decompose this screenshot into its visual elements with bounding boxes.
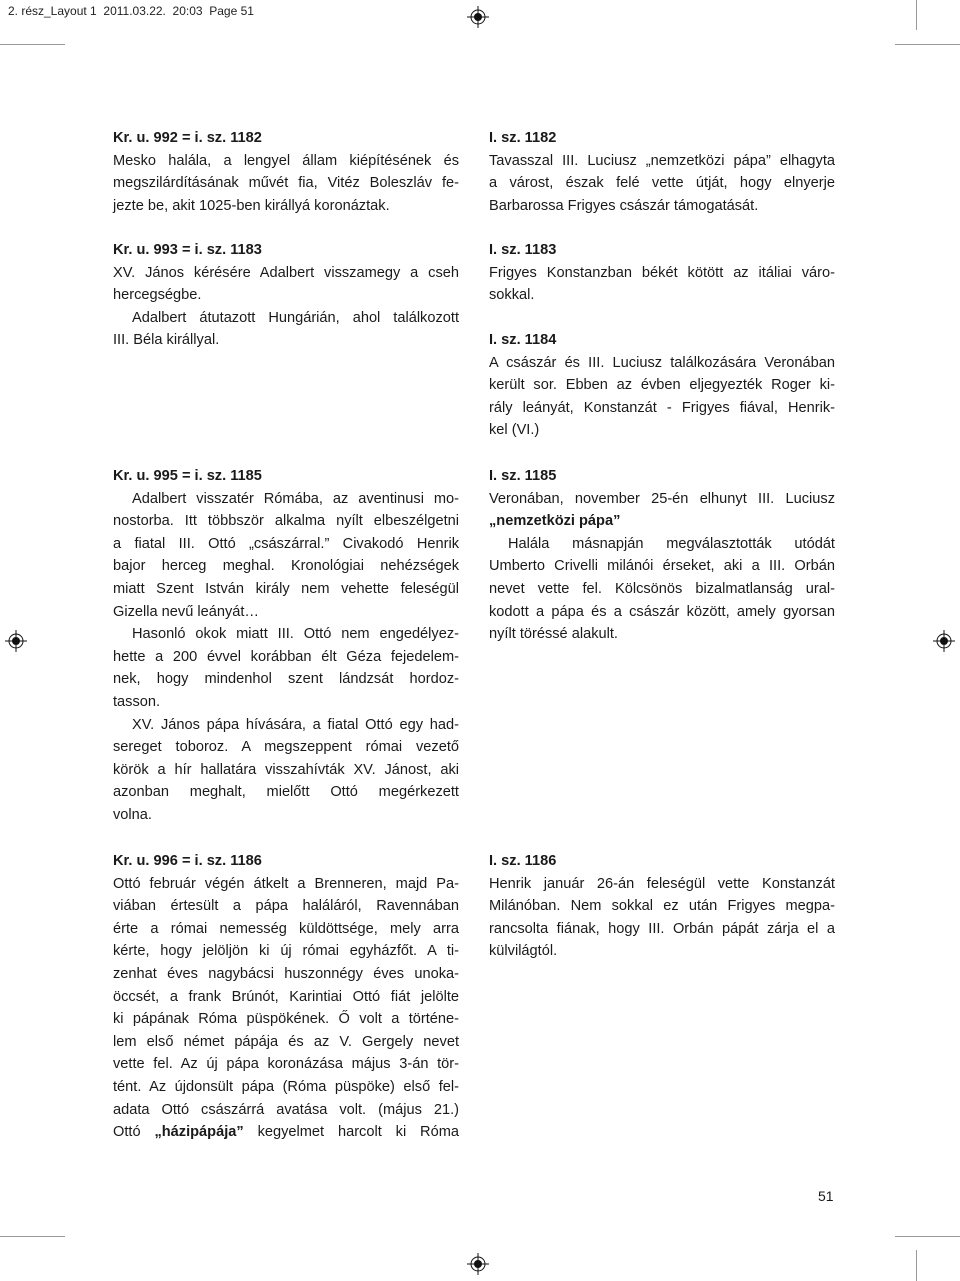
text-line: nek, hogy mindenhol szent lándzsát hordoz- — [113, 671, 459, 688]
crop-mark — [895, 44, 960, 45]
crop-mark — [0, 44, 65, 45]
entry-1183 — [489, 239, 835, 307]
text-line — [113, 1121, 459, 1144]
text-line: került sor. Ebben az évben eljegyezték Roger ki- — [489, 377, 835, 394]
entry-1184 — [489, 329, 835, 442]
text-line: öccsét, a frank Brúnót, Karintiai Ottó fiát jelölte — [113, 988, 459, 1005]
text-line: érte a római nemesség küldöttsége, mely arra — [113, 920, 459, 937]
text-line: Frigyes Konstanzban békét kötött az itáliai váro- — [489, 264, 835, 281]
entry-heading: Kr. u. 993 = i. sz. 1183 — [113, 242, 262, 258]
text-line: rancsolta fiának, hogy III. Orbán pápát zárja el a — [489, 920, 835, 937]
text-run: kegyelmet harcolt ki Róma — [243, 1124, 459, 1141]
text-line: Mesko halála, a lengyel állam kiépítésének és — [113, 152, 459, 169]
text-line: rály leányát, Konstanzát - Frigyes fiával, Henrik- — [489, 399, 835, 416]
text-line: lem első német pápája és az V. Gergely nevet — [113, 1033, 459, 1050]
text-line: XV. János pápa hívására, a fiatal Ottó egy had- — [132, 716, 459, 733]
text-line: tasson. — [113, 693, 161, 710]
text-line: Hasonló okok miatt III. Ottó nem engedélyez- — [132, 626, 459, 643]
text-line: XV. János kérésére Adalbert visszamegy a cseh — [113, 264, 459, 281]
entry-heading: Kr. u. 996 = i. sz. 1186 — [113, 853, 262, 869]
text-line: Adalbert átutazott Hungárián, ahol találkozott — [132, 309, 459, 326]
text-line: nevet vette fel. Kölcsönös bizalmatlanság ural- — [489, 580, 835, 597]
text-run: Ottó — [113, 1124, 155, 1141]
text-line: adata Ottó császárrá avatása volt. (május 21.) — [113, 1101, 459, 1118]
text-line: sereget toboroz. A megszeppent római vezető — [113, 739, 459, 756]
registration-mark-icon — [467, 6, 489, 28]
text-line: a fiatal III. Ottó „császárral.” Civakodó Henrik — [113, 535, 459, 552]
print-slug: 2. rész_Layout 1 2011.03.22. 20:03 Page 51 — [8, 4, 254, 18]
entry-1182 — [489, 127, 835, 217]
entry-heading: I. sz. 1184 — [489, 332, 557, 348]
text-line: külvilágtól. — [489, 943, 558, 960]
text-line: Veronában, november 25-én elhunyt III. Luciusz — [489, 490, 835, 507]
entry-996 — [113, 850, 459, 1144]
text-line: Milánóban. Nem sokkal ez után Frigyes megpa- — [489, 898, 835, 915]
crop-mark — [895, 1236, 960, 1237]
text-line: A császár és III. Luciusz találkozására Veronában — [489, 354, 835, 371]
text-line: kérte, hogy jelöljön ki új római egyházfőt. A ti- — [113, 943, 459, 960]
entry-heading: I. sz. 1182 — [489, 130, 557, 146]
text-line: a várost, észak felé vette útját, hogy elnyerje — [489, 175, 835, 192]
text-line: jezte be, akit 1025-ben királlyá koronáztak. — [113, 197, 390, 214]
text-line: Barbarossa Frigyes császár támogatását. — [489, 197, 759, 214]
emphasis-text: „házipápája” — [154, 1124, 244, 1141]
entry-heading: I. sz. 1183 — [489, 242, 557, 258]
crop-mark — [916, 0, 917, 30]
crop-mark — [916, 1250, 917, 1281]
text-line: kel (VI.) — [489, 422, 540, 439]
entry-heading: Kr. u. 992 = i. sz. 1182 — [113, 130, 262, 146]
text-line: Adalbert visszatér Rómába, az aventinusi mo- — [132, 490, 459, 507]
registration-mark-icon — [933, 630, 955, 652]
text-line: miatt Szent István király nem vehette feleségül — [113, 580, 459, 597]
text-line: hercegségbe. — [113, 287, 202, 304]
text-line: Halála másnapján megválasztották utódát — [508, 535, 835, 552]
text-line: vette fel. Az új pápa koronázása május 3-án tör- — [113, 1056, 459, 1073]
text-line: körök a hír hallatára visszahívták XV. Jánost, aki — [113, 761, 459, 778]
text-line: Henrik január 26-án feleségül vette Konstanzát — [489, 875, 835, 892]
text-line: bajor herceg meghal. Kronológiai nehézségek — [113, 558, 459, 575]
registration-mark-icon — [5, 630, 27, 652]
text-line: tént. Az újdonsült pápa (Róma püspöke) első fel- — [113, 1078, 459, 1095]
text-line: ki pápának Róma püspökének. Ő volt a történe- — [113, 1011, 459, 1028]
entry-1185 — [489, 465, 835, 646]
text-line: megszilárdításának művét fia, Vitéz Boleszláv fe- — [113, 175, 459, 192]
text-line: nostorba. Itt többször alkalma nyílt elbeszélgetni — [113, 513, 459, 530]
text-line: III. Béla királlyal. — [113, 332, 220, 349]
text-line: viában értesült a pápa haláláról, Ravennában — [113, 898, 459, 915]
text-line: Gizella nevű leányát… — [113, 603, 260, 620]
text-line: hette a 200 évvel korábban élt Géza fejedelem- — [113, 648, 459, 665]
text-line: volna. — [113, 806, 152, 823]
entry-995 — [113, 465, 459, 827]
entry-heading: I. sz. 1186 — [489, 853, 557, 869]
entry-1186 — [489, 850, 835, 963]
page-number: 51 — [818, 1188, 834, 1204]
text-line: nyílt töréssé alakult. — [489, 626, 618, 643]
text-line: Umberto Crivelli milánói érseket, aki a III. Orbán — [489, 558, 835, 575]
text-line: Ottó február végén átkelt a Brenneren, majd Pa- — [113, 875, 459, 892]
entry-heading: Kr. u. 995 = i. sz. 1185 — [113, 468, 262, 484]
text-line: sokkal. — [489, 287, 535, 304]
text-line: azonban meghalt, mielőtt Ottó megérkezett — [113, 784, 459, 801]
text-line: kodott a pápa és a császár között, amely gyorsan — [489, 603, 835, 620]
emphasis-text: „nemzetközi pápa” — [489, 513, 621, 530]
entry-992 — [113, 127, 459, 217]
entry-993 — [113, 239, 459, 352]
crop-mark — [0, 1236, 65, 1237]
text-line: Tavasszal III. Luciusz „nemzetközi pápa” elhagyta — [489, 152, 835, 169]
entry-heading: I. sz. 1185 — [489, 468, 557, 484]
registration-mark-icon — [467, 1253, 489, 1275]
text-line: zenhat éves nagybácsi huszonnégy éves unoka- — [113, 965, 459, 982]
